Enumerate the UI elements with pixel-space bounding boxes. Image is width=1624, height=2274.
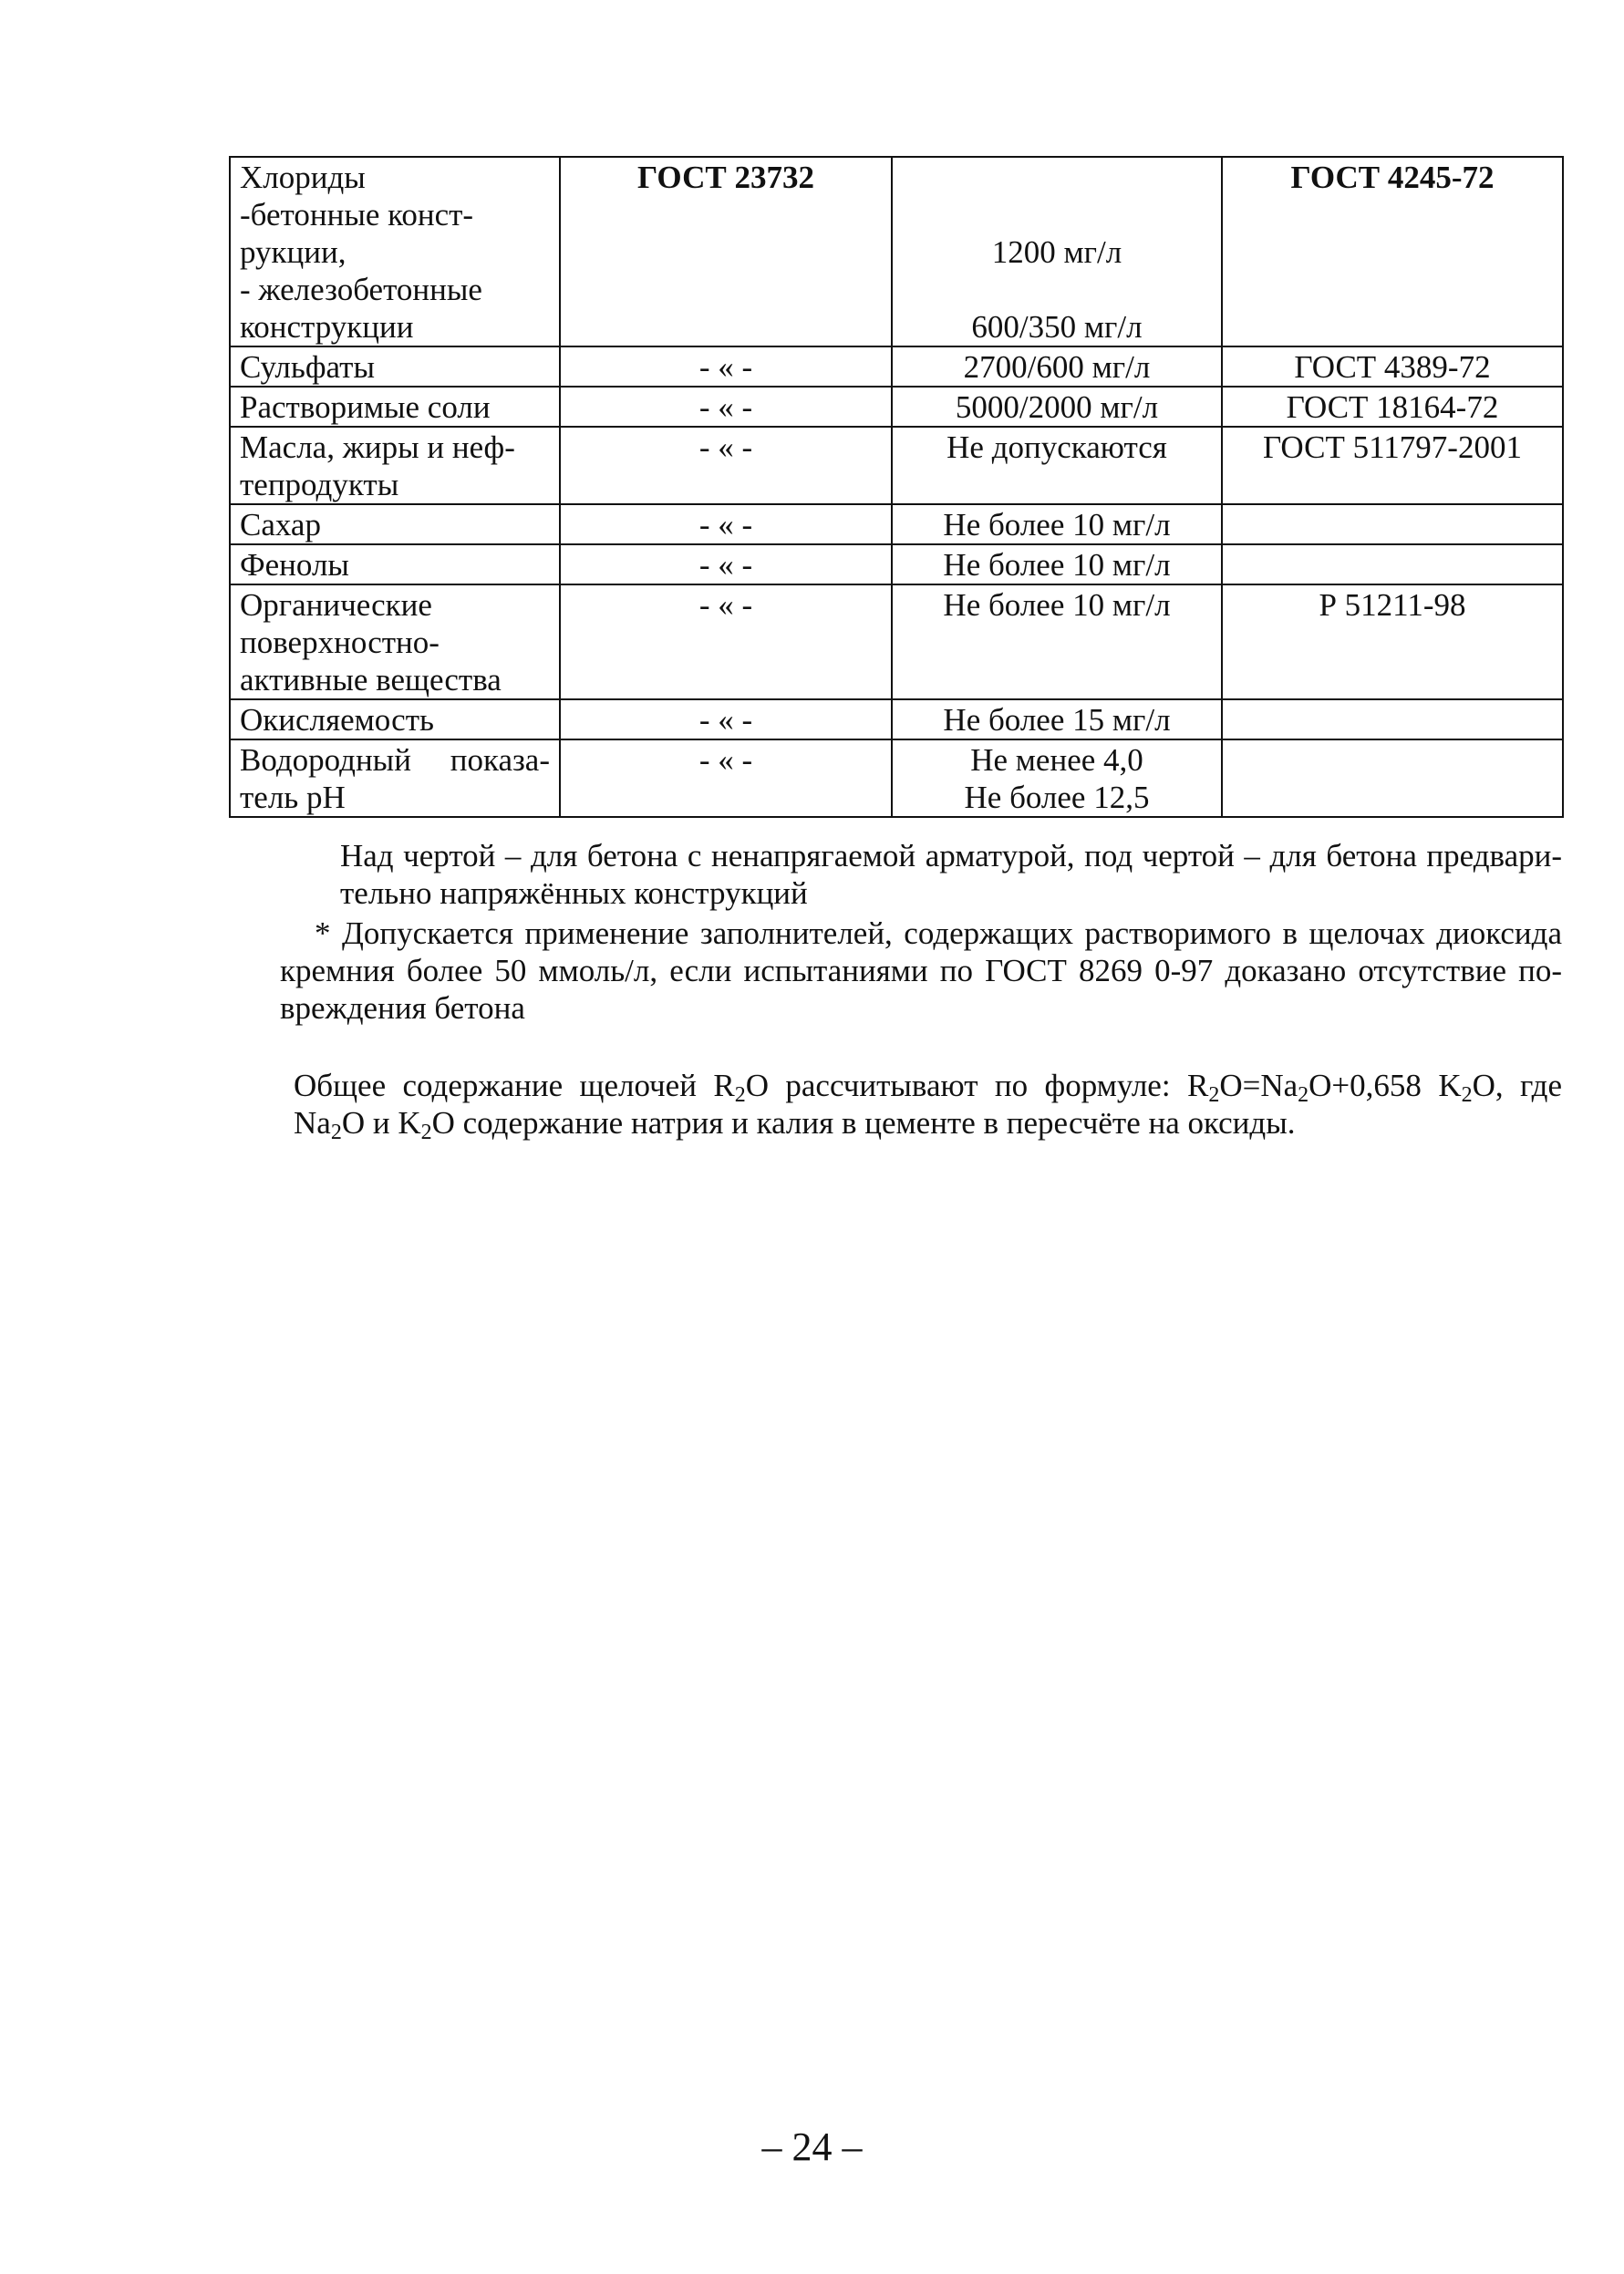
standard-cell: - « -	[560, 584, 892, 699]
standard-cell: - « -	[560, 387, 892, 427]
cell-line: Не более 12,5	[964, 780, 1150, 815]
indicator-cell	[230, 739, 560, 817]
test-method-cell: ГОСТ 511797-2001	[1222, 427, 1563, 504]
note-line: тельно напряжённых конструкций	[340, 875, 808, 911]
standard-cell: - « -	[560, 739, 892, 817]
table-row	[230, 584, 1563, 699]
cell-line: тель рН	[240, 780, 346, 815]
value-cell: Не допускаются	[892, 427, 1222, 504]
table-row	[230, 699, 1563, 739]
note-line: вреждения бетона	[280, 990, 525, 1026]
test-method-cell: Р 51211-98	[1222, 584, 1563, 699]
table-row	[230, 157, 1563, 346]
cell-line: Масла, жиры и неф-	[240, 429, 515, 465]
indicator-cell: Растворимые соли	[230, 387, 560, 427]
standard-cell: - « -	[560, 544, 892, 584]
indicator-cell	[230, 427, 560, 504]
table-row	[230, 739, 1563, 817]
standard-cell: ГОСТ 23732	[560, 157, 892, 346]
standard-cell: - « -	[560, 699, 892, 739]
cell-line: тепродукты	[240, 467, 399, 502]
cell-line: -бетонные конст-	[240, 197, 474, 233]
cell-line: рукции,	[240, 234, 347, 270]
test-method-cell	[1222, 544, 1563, 584]
cell-line: 1200 мг/л	[991, 234, 1122, 270]
value-cell: Не более 10 мг/л	[892, 544, 1222, 584]
cell-line: поверхностно-	[240, 625, 440, 660]
footnote-line-over-under	[245, 837, 1562, 912]
cell-line: Не менее 4,0	[970, 742, 1143, 778]
footnote-asterisk	[245, 915, 1562, 1027]
alkali-formula-paragraph	[294, 1067, 1562, 1142]
indicator-cell	[230, 584, 560, 699]
table-row	[230, 504, 1563, 544]
test-method-cell: ГОСТ 18164-72	[1222, 387, 1563, 427]
table-row	[230, 346, 1563, 387]
standard-cell: - « -	[560, 504, 892, 544]
test-method-cell: ГОСТ 4389-72	[1222, 346, 1563, 387]
cell-line: конструкции	[240, 309, 414, 345]
formula-line: $Na_2O$ и $K_2O$ содержание натрия и калия в цементе в пересчёте на оксиды.	[294, 1105, 1296, 1144]
indicator-cell: Фенолы	[230, 544, 560, 584]
value-cell: Не более 10 мг/л	[892, 584, 1222, 699]
indicator-cell: Сахар	[230, 504, 560, 544]
page-number: – 24 –	[761, 2124, 863, 2169]
note-line: Над чертой – для бетона с ненапрягаемой арматурой, под чертой – для бетона предвари-	[340, 838, 1562, 873]
note-line: * Допускается применение заполнителей, содержащих растворимого в щелочах диоксида	[315, 915, 1562, 951]
cell-line: активные вещества	[240, 662, 502, 698]
indicator-cell: Сульфаты	[230, 346, 560, 387]
value-cell: 5000/2000 мг/л	[892, 387, 1222, 427]
formula-line: Общее содержание щелочей $R_2O$ рассчитывают по формуле: $R_2O=Na_2O+0,658$ $K_2O$, где	[294, 1068, 1563, 1107]
value-cell: 2700/600 мг/л	[892, 346, 1222, 387]
cell-line: Хлориды	[240, 160, 366, 195]
cell-line: Водородный показа-	[240, 742, 550, 778]
indicator-cell	[230, 157, 560, 346]
test-method-cell	[1222, 699, 1563, 739]
standard-cell: - « -	[560, 427, 892, 504]
note-line: кремния более 50 ммоль/л, если испытаниями по ГОСТ 8269 0-97 доказано отсутствие по-	[280, 953, 1562, 988]
value-cell	[892, 157, 1222, 346]
cell-line: Органические	[240, 587, 432, 623]
table-row	[230, 427, 1563, 504]
cell-line: - железобетонные	[240, 272, 482, 307]
indicator-cell: Окисляемость	[230, 699, 560, 739]
test-method-cell	[1222, 504, 1563, 544]
cell-line: 600/350 мг/л	[971, 309, 1143, 345]
table-row	[230, 387, 1563, 427]
value-cell	[892, 739, 1222, 817]
requirements-table	[229, 156, 1564, 818]
value-cell: Не более 15 мг/л	[892, 699, 1222, 739]
value-cell: Не более 10 мг/л	[892, 504, 1222, 544]
test-method-cell	[1222, 739, 1563, 817]
standard-cell: - « -	[560, 346, 892, 387]
test-method-cell: ГОСТ 4245-72	[1222, 157, 1563, 346]
table-row	[230, 544, 1563, 584]
